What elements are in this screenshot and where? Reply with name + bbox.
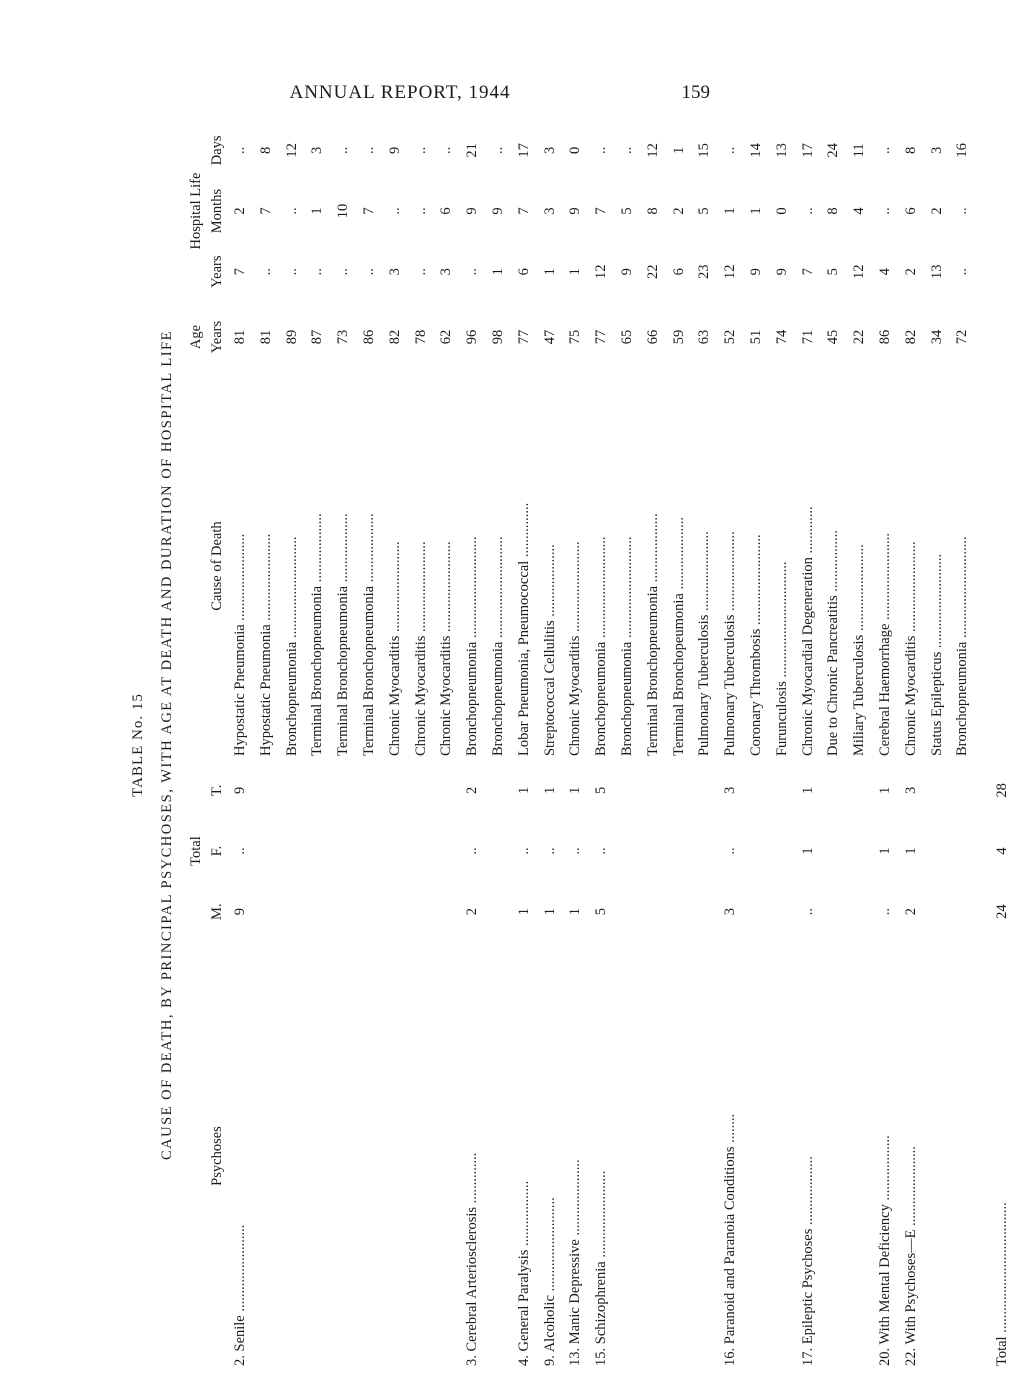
page-header (0, 68, 800, 108)
hospital-months: 2 (928, 207, 945, 215)
hospital-months: .. (283, 207, 300, 215)
cause-of-death: Chronic Myocarditis ......................... (386, 541, 403, 757)
hl-days-header: Days (209, 135, 225, 166)
hospital-years: 1 (489, 268, 506, 276)
female-count: 1 (876, 847, 893, 855)
age-years: 52 (722, 329, 739, 345)
male-count: 1 (541, 908, 558, 916)
running-title: ANNUAL REPORT, 1944 (289, 82, 511, 103)
hospital-months: 9 (464, 207, 481, 215)
age-header: Age (188, 324, 204, 350)
age-years: 77 (515, 329, 532, 345)
psychosis-label: 22. With Psychoses—E ...................... (902, 1146, 919, 1366)
table-title: CAUSE OF DEATH, BY PRINCIPAL PSYCHOSES, WITH AGE AT DEATH AND DURATION OF HOSPITAL LIFE (159, 330, 175, 1160)
hospital-months: 2 (670, 207, 687, 215)
hospital-years: .. (954, 268, 971, 276)
cause-of-death: Terminal Bronchopeumonia .................... (670, 517, 687, 757)
age-years: 65 (618, 329, 635, 345)
hospital-days: .. (438, 146, 455, 154)
cause-of-death: Bronchopneumonia ............................ (593, 536, 610, 757)
hospital-months: 10 (335, 203, 352, 219)
total-row-filler (976, 120, 1016, 760)
male-count: 1 (515, 908, 532, 916)
psychosis-label: 4. General Paralysis .................. (515, 1180, 532, 1366)
hospital-years: 7 (232, 268, 248, 276)
age-years: 47 (541, 329, 558, 345)
hospital-months: .. (876, 207, 893, 215)
hospital-years: 5 (825, 268, 842, 276)
cause-of-death: Hypostatic Pneumonia ........................ (232, 533, 248, 757)
psychosis-label: 2. Senile ........................ (232, 1224, 248, 1366)
total-header: Total (188, 836, 204, 866)
hospital-days: 8 (902, 146, 919, 154)
hospital-years: 9 (747, 268, 764, 276)
table-number: TABLE No. 15 (130, 693, 146, 797)
age-years: 89 (283, 329, 300, 345)
hospital-years: 22 (644, 264, 661, 279)
hospital-months: 9 (489, 207, 506, 215)
male-count: 5 (593, 908, 610, 916)
age-years: 82 (386, 329, 403, 345)
hospital-days: .. (876, 146, 893, 154)
hospital-days: 3 (309, 146, 326, 154)
page-number: 159 (681, 82, 710, 103)
cause-of-death: Miliary Tuberculosis ........................ (851, 544, 868, 757)
male-count: 2 (464, 908, 481, 916)
hospital-days: .. (618, 146, 635, 154)
hospital-years: 9 (773, 268, 790, 276)
cause-of-death: Bronchopneumonia ............................ (489, 536, 506, 757)
hospital-days: 3 (928, 146, 945, 154)
male-count: 9 (232, 908, 248, 916)
age-years: 51 (747, 329, 764, 345)
hospital-days: 1 (670, 146, 687, 154)
age-years: 98 (489, 329, 506, 345)
hospital-days: 24 (825, 143, 842, 158)
total-count: 5 (593, 786, 610, 794)
cause-of-death: Hypostatic Pneumonia ........................ (257, 533, 274, 757)
female-count: .. (232, 847, 248, 855)
hospital-days: .. (593, 146, 610, 154)
hospital-days: 13 (773, 143, 790, 158)
hospital-years: 1 (567, 268, 584, 276)
hospital-days: .. (412, 146, 429, 154)
psychosis-label: 15. Schizophrenia ........................ (593, 1170, 610, 1366)
hospital-months: 2 (232, 207, 248, 215)
age-years: 81 (257, 329, 274, 345)
total-male: 24 (994, 904, 1011, 919)
hospital-months: 9 (567, 207, 584, 215)
hl-years-header: Years (209, 255, 225, 288)
hospital-years: 9 (618, 268, 635, 276)
cause-of-death: Streptococcal Cellulitis .................... (541, 544, 558, 757)
cause-of-death: Chronic Myocarditis ......................... (412, 541, 429, 757)
total-count: 1 (541, 786, 558, 794)
hospital-days: .. (360, 146, 377, 154)
hospital-years: 6 (670, 268, 687, 276)
female-count: 1 (902, 847, 919, 855)
cause-of-death: Chronic Myocarditis ......................... (902, 541, 919, 757)
hospital-days: 0 (567, 146, 584, 154)
female-count: .. (541, 847, 558, 855)
hospital-days: 3 (541, 146, 558, 154)
total-female: 4 (994, 847, 1011, 855)
hospital-days: 9 (386, 146, 403, 154)
cause-of-death: Terminal Bronchopneumonia ................... (360, 513, 377, 757)
age-years: 74 (773, 329, 790, 345)
hospital-months: 7 (257, 207, 274, 215)
hospital-months: 5 (618, 207, 635, 215)
hospital-months: .. (386, 207, 403, 215)
hospital-months: 6 (438, 207, 455, 215)
hospital-years: .. (360, 268, 377, 276)
hospital-years: 12 (722, 264, 739, 279)
hospital-years: 12 (851, 264, 868, 279)
table-row (589, 120, 615, 1370)
age-years: 71 (799, 329, 816, 345)
hl-months-header: Months (209, 188, 225, 234)
cause-of-death: Chronic Myocarditis ......................... (567, 541, 584, 757)
t-header: T. (209, 784, 225, 797)
hospital-years: 13 (928, 264, 945, 279)
age-years: 86 (876, 329, 893, 345)
hospital-years: 23 (696, 264, 713, 279)
hospital-days: 12 (644, 143, 661, 158)
table-row (460, 120, 486, 1370)
hospital-months: 7 (515, 207, 532, 215)
cause-of-death: Bronchopneumonia ............................ (618, 536, 635, 757)
hospital-days: .. (489, 146, 506, 154)
age-years: 63 (696, 329, 713, 345)
hospital-months: 5 (696, 207, 713, 215)
f-header: F. (209, 845, 225, 857)
hospital-years: 6 (515, 268, 532, 276)
hospital-months: .. (954, 207, 971, 215)
cause-of-death-table (186, 120, 1016, 1370)
cause-of-death: Bronchopneumonia ............................ (954, 536, 971, 757)
age-years: 59 (670, 329, 687, 345)
hospital-months: 3 (541, 207, 558, 215)
cause-of-death: Bronchopneumonia ............................ (283, 536, 300, 757)
cause-of-death: Bronchopneumonia ............................ (464, 536, 481, 757)
rotated-table-sheet (130, 120, 1011, 1370)
total-count: 2 (464, 786, 481, 794)
psychosis-label: 13. Manic Depressive ..................... (567, 1159, 584, 1366)
table-row (718, 120, 744, 1370)
age-years: 86 (360, 329, 377, 345)
total-count: 1 (799, 786, 816, 794)
age-years: 96 (464, 329, 481, 345)
cause-of-death: Chronic Myocardial Degeneration ............. (799, 506, 816, 757)
table-row (512, 120, 538, 1370)
age-years: 62 (438, 329, 455, 345)
age-years-header: Years (209, 320, 225, 354)
cause-of-death: Due to Chronic Pancreatitis ................. (825, 530, 842, 757)
total-count: 9 (232, 786, 248, 794)
age-years: 75 (567, 329, 584, 345)
cause-of-death: Terminal Bronchopneumonia ................... (309, 513, 326, 757)
table-row (228, 120, 254, 1370)
hospital-years: 3 (438, 268, 455, 276)
hospital-years: .. (335, 268, 352, 276)
hospital-years: .. (283, 268, 300, 276)
psychosis-label: 17. Epileptic Psychoses ................... (799, 1156, 816, 1366)
hospital-months: 7 (593, 207, 610, 215)
age-years: 66 (644, 329, 661, 345)
hospital-months: .. (412, 207, 429, 215)
psychosis-label: 3. Cerebral Arteriosclerosis .............. (464, 1152, 481, 1366)
hospital-years: .. (309, 268, 326, 276)
hospital-years: 1 (541, 268, 558, 276)
total-count: 3 (902, 786, 919, 794)
hospital-days: .. (232, 146, 248, 154)
hospital-years: 2 (902, 268, 919, 276)
cause-of-death: Cerebral Haemorrhage ........................ (876, 532, 893, 757)
hospital-days: 15 (696, 143, 713, 158)
age-years: 87 (309, 329, 326, 345)
table-body (228, 120, 1016, 1370)
age-years: 77 (593, 329, 610, 345)
cause-of-death: Terminal Bronchopneumonia ................... (644, 513, 661, 757)
cause-of-death: Furunculosis ................................ (773, 561, 790, 757)
hospital-days: 21 (464, 143, 481, 158)
total-label: Total .................................... (994, 1202, 1011, 1366)
hospital-days: .. (722, 146, 739, 154)
psychoses-header: Psychoses (209, 1126, 225, 1186)
hospital-days: 17 (799, 143, 816, 158)
age-years: 81 (232, 329, 248, 345)
hospital-months: .. (799, 207, 816, 215)
female-count: .. (515, 847, 532, 855)
cause-of-death: Pulmonary Tuberculosis ...................... (722, 531, 739, 757)
m-header: M. (209, 903, 225, 920)
male-count: 2 (902, 908, 919, 916)
hospital-days: 16 (954, 143, 971, 158)
hospital-years: 4 (876, 268, 893, 276)
age-years: 34 (928, 329, 945, 345)
age-years: 72 (954, 329, 971, 345)
male-count: 1 (567, 908, 584, 916)
total-count: 1 (876, 786, 893, 794)
female-count: .. (567, 847, 584, 855)
cause-of-death: Coronary Thrombosis ......................... (747, 534, 764, 757)
hospital-months: 0 (773, 207, 790, 215)
age-years: 73 (335, 329, 352, 345)
psychosis-label: 16. Paranoid and Paranoia Conditions ........ (722, 1113, 739, 1366)
hospital-months: 8 (644, 207, 661, 215)
female-count: 1 (799, 847, 816, 855)
table-row (796, 120, 822, 1370)
male-count: .. (876, 908, 893, 916)
hospital-days: 12 (283, 143, 300, 158)
hospital-years: 12 (593, 264, 610, 279)
female-count: .. (593, 847, 610, 855)
hospital-days: 14 (747, 143, 764, 158)
male-count: .. (799, 908, 816, 916)
table-row (899, 120, 925, 1370)
female-count: .. (464, 847, 481, 855)
hospital-years: .. (257, 268, 274, 276)
cause-header: Cause of Death (209, 521, 225, 611)
table-row (873, 120, 899, 1370)
cause-of-death: Status Epilepticus .......................... (928, 553, 945, 757)
psychosis-label: 20. With Mental Deficiency .................. (876, 1135, 893, 1366)
total-count: 1 (567, 786, 584, 794)
hospital-years: .. (412, 268, 429, 276)
hospital-days: .. (335, 146, 352, 154)
cause-of-death: Lobar Pneumonia, Pneumococcal ............... (515, 502, 532, 757)
psychosis-label: 9. Alcoholic .......................... (541, 1197, 558, 1366)
table-row (563, 120, 589, 1370)
hospital-months: 1 (747, 207, 764, 215)
male-count: 3 (722, 908, 739, 916)
hospital-months: 7 (360, 207, 377, 215)
hospital-years: .. (464, 268, 481, 276)
hospital-months: 6 (902, 207, 919, 215)
table-row (538, 120, 564, 1370)
total-row (976, 120, 1016, 1370)
hospital-years: 7 (799, 268, 816, 276)
age-years: 82 (902, 329, 919, 345)
age-years: 78 (412, 329, 429, 345)
cause-of-death: Pulmonary Tuberculosis ...................... (696, 531, 713, 757)
hospital-months: 1 (309, 207, 326, 215)
hospital-days: 8 (257, 146, 274, 154)
total-count: 3 (722, 786, 739, 794)
cause-of-death: Chronic Myocarditis ......................... (438, 541, 455, 757)
header-row-top (186, 120, 207, 1370)
age-years: 45 (825, 329, 842, 345)
hospital-months: 1 (722, 207, 739, 215)
age-years: 22 (851, 329, 868, 345)
hospital-life-header: Hospital Life (188, 172, 204, 250)
cause-of-death: Terminal Bronchopneumonia ................... (335, 513, 352, 757)
hospital-months: 8 (825, 207, 842, 215)
total-count: 1 (515, 786, 532, 794)
hospital-days: 17 (515, 143, 532, 158)
hospital-years: 3 (386, 268, 403, 276)
total-all: 28 (994, 783, 1011, 798)
hospital-months: 4 (851, 207, 868, 215)
hospital-days: 11 (851, 143, 868, 158)
female-count: .. (722, 847, 739, 855)
